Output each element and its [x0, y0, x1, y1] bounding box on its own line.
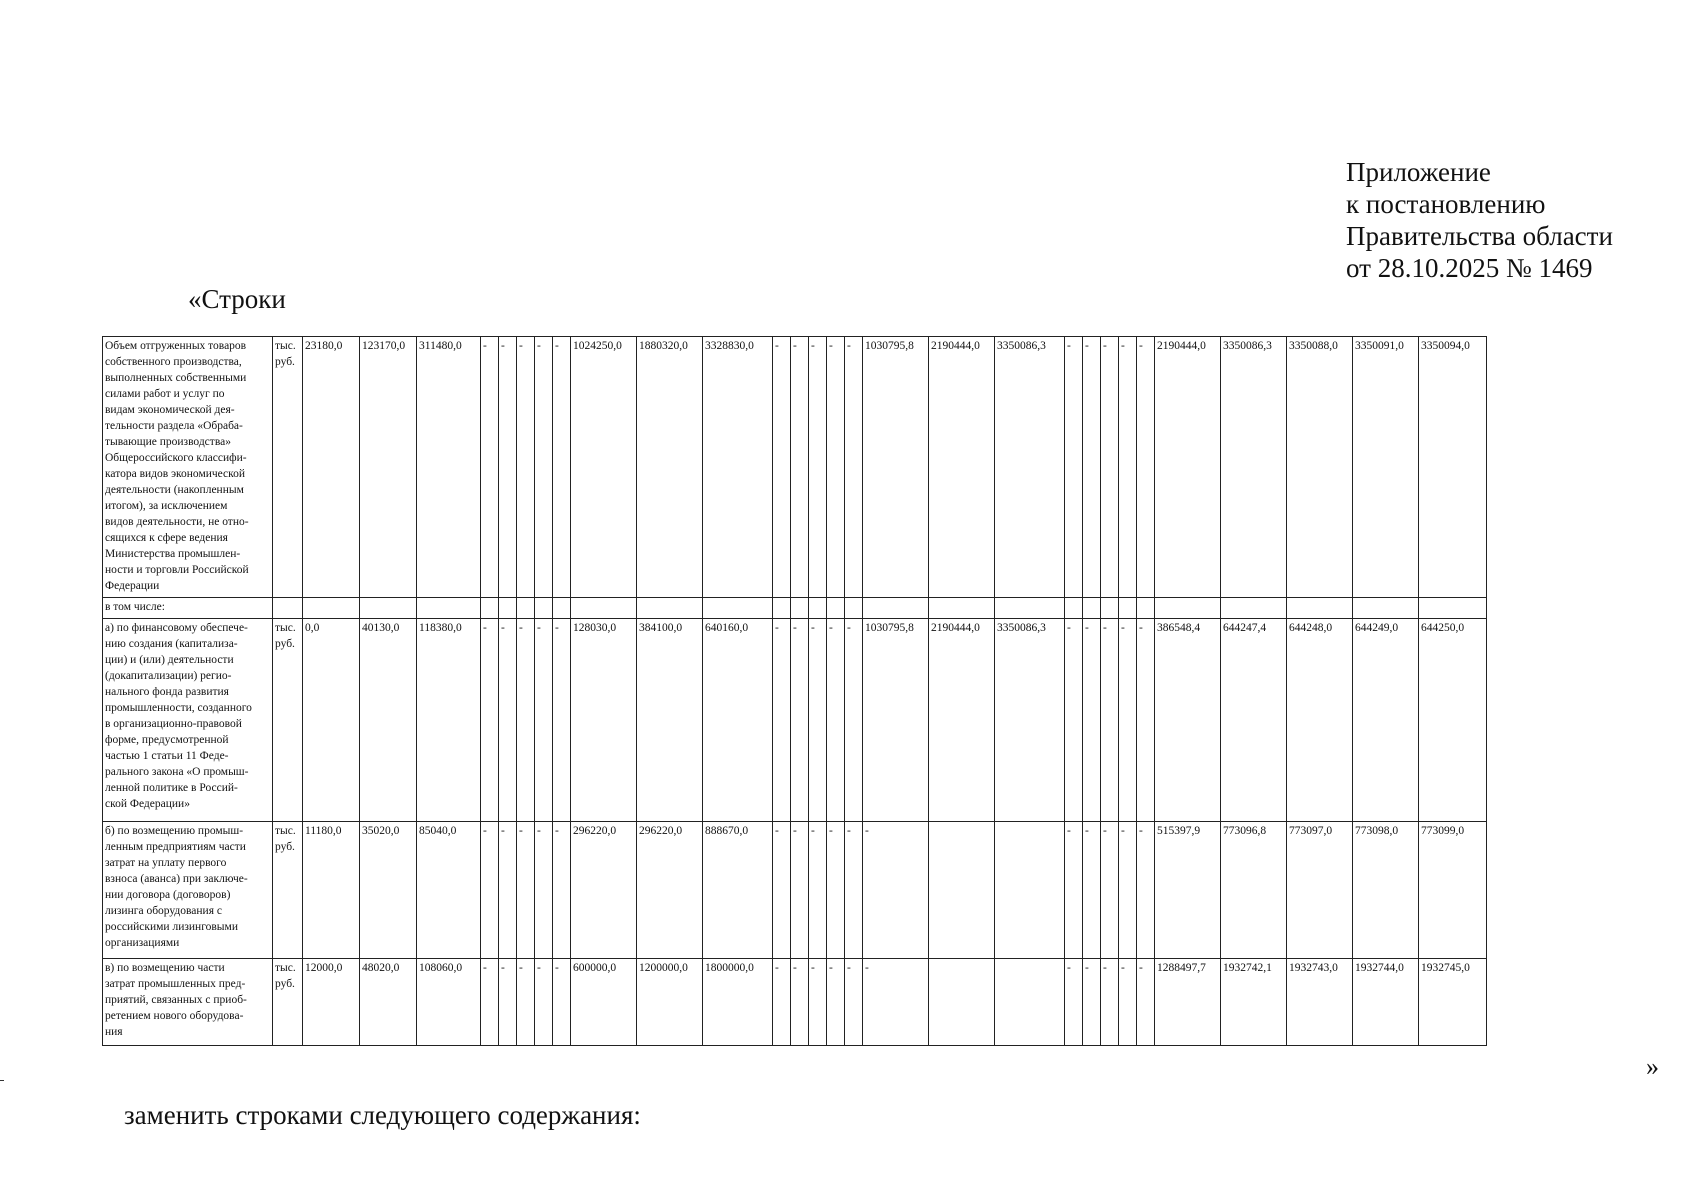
value-cell: - [845, 619, 863, 822]
value-cell: 1932744,0 [1353, 959, 1419, 1046]
value-cell: 108060,0 [417, 959, 481, 1046]
appendix-header [1346, 156, 1613, 284]
value-cell: - [1083, 337, 1101, 598]
value-cell: 773097,0 [1287, 822, 1353, 959]
value-cell [535, 598, 553, 619]
value-cell: - [1137, 619, 1155, 822]
intro-text: «Строки [188, 284, 286, 314]
value-cell: - [1137, 959, 1155, 1046]
value-cell: - [809, 337, 827, 598]
value-cell [481, 598, 499, 619]
value-cell: 1880320,0 [637, 337, 703, 598]
value-cell: - [827, 619, 845, 822]
value-cell [703, 598, 773, 619]
value-cell [845, 598, 863, 619]
value-cell: - [481, 337, 499, 598]
value-cell: 773099,0 [1419, 822, 1487, 959]
value-cell: 85040,0 [417, 822, 481, 959]
value-cell [517, 598, 535, 619]
value-cell [417, 598, 481, 619]
data-table-wrapper [102, 336, 1487, 1046]
value-cell: 644250,0 [1419, 619, 1487, 822]
value-cell [637, 598, 703, 619]
value-cell: - [773, 959, 791, 1046]
value-cell [995, 598, 1065, 619]
value-cell: - [791, 619, 809, 822]
value-cell [1353, 598, 1419, 619]
value-cell: 1800000,0 [703, 959, 773, 1046]
row-name-cell: в) по возмещению части затрат промышленных пред- приятий, связанных с приоб- ретением нового оборудова- ния [103, 959, 273, 1046]
value-cell: - [1083, 822, 1101, 959]
row-unit-cell: тыс. руб. [273, 959, 303, 1046]
value-cell [929, 598, 995, 619]
value-cell [827, 598, 845, 619]
value-cell [809, 598, 827, 619]
value-cell: 2190444,0 [929, 619, 995, 822]
value-cell: 48020,0 [360, 959, 417, 1046]
value-cell: 23180,0 [303, 337, 360, 598]
value-cell: 3350086,3 [995, 337, 1065, 598]
value-cell: - [863, 959, 929, 1046]
value-cell: - [499, 337, 517, 598]
table-row [103, 337, 1487, 598]
value-cell: - [553, 822, 571, 959]
value-cell [863, 598, 929, 619]
value-cell: - [1101, 337, 1119, 598]
value-cell: - [1065, 822, 1083, 959]
value-cell: - [1101, 822, 1119, 959]
value-cell [303, 598, 360, 619]
value-cell [1155, 598, 1221, 619]
value-cell: - [827, 337, 845, 598]
value-cell: 12000,0 [303, 959, 360, 1046]
value-cell: - [845, 337, 863, 598]
value-cell [571, 598, 637, 619]
value-cell: 35020,0 [360, 822, 417, 959]
value-cell [1083, 598, 1101, 619]
close-quote: » [1646, 1052, 1659, 1081]
value-cell: - [1119, 959, 1137, 1046]
value-cell [360, 598, 417, 619]
value-cell: - [1137, 822, 1155, 959]
value-cell: - [845, 959, 863, 1046]
value-cell: - [827, 822, 845, 959]
value-cell: 118380,0 [417, 619, 481, 822]
value-cell: - [535, 337, 553, 598]
value-cell: - [553, 619, 571, 822]
row-unit-cell [273, 598, 303, 619]
value-cell: 3350094,0 [1419, 337, 1487, 598]
value-cell [1137, 598, 1155, 619]
value-cell: - [553, 337, 571, 598]
appendix-line-4: от 28.10.2025 № 1469 [1346, 253, 1593, 283]
row-unit-cell: тыс. руб. [273, 619, 303, 822]
value-cell: - [1065, 337, 1083, 598]
value-cell [1419, 598, 1487, 619]
appendix-line-1: Приложение [1346, 157, 1491, 187]
value-cell: 1200000,0 [637, 959, 703, 1046]
value-cell: - [1083, 619, 1101, 822]
value-cell: 515397,9 [1155, 822, 1221, 959]
value-cell [995, 959, 1065, 1046]
value-cell [773, 598, 791, 619]
value-cell: 3350091,0 [1353, 337, 1419, 598]
value-cell: 1030795,8 [863, 337, 929, 598]
row-name-cell: а) по финансовому обеспече- нию создания (капитализа- ции) и (или) деятельности (докапитализации) регио- нального фонда развития промышленности, созданного в организационно-правовой форме, предусмотренной частью 1 статьи 11 Феде- рального закона «О промыш- ленной политике в Россий- ской Федерации» [103, 619, 273, 822]
value-cell: 888670,0 [703, 822, 773, 959]
value-cell: - [863, 822, 929, 959]
value-cell: 386548,4 [1155, 619, 1221, 822]
value-cell: 296220,0 [571, 822, 637, 959]
value-cell: - [517, 619, 535, 822]
value-cell: - [1101, 619, 1119, 822]
value-cell: 123170,0 [360, 337, 417, 598]
value-cell: - [773, 619, 791, 822]
value-cell: - [535, 619, 553, 822]
value-cell: - [1119, 337, 1137, 598]
value-cell: - [791, 822, 809, 959]
value-cell: - [1065, 619, 1083, 822]
value-cell: - [535, 822, 553, 959]
value-cell: 1288497,7 [1155, 959, 1221, 1046]
value-cell [1287, 598, 1353, 619]
value-cell: 1024250,0 [571, 337, 637, 598]
appendix-line-2: к постановлению [1346, 189, 1546, 219]
value-cell: 644247,4 [1221, 619, 1287, 822]
value-cell: - [1083, 959, 1101, 1046]
value-cell: 600000,0 [571, 959, 637, 1046]
value-cell [499, 598, 517, 619]
value-cell: - [1119, 619, 1137, 822]
value-cell [1119, 598, 1137, 619]
value-cell: - [1137, 337, 1155, 598]
value-cell: 640160,0 [703, 619, 773, 822]
value-cell: - [809, 822, 827, 959]
value-cell [929, 959, 995, 1046]
value-cell: 384100,0 [637, 619, 703, 822]
appendix-line-3: Правительства области [1346, 221, 1613, 251]
value-cell: 3350086,3 [995, 619, 1065, 822]
value-cell [995, 822, 1065, 959]
margin-mark [0, 1080, 4, 1081]
value-cell: - [809, 619, 827, 822]
value-cell: - [791, 959, 809, 1046]
table-row [103, 598, 1487, 619]
value-cell: - [517, 337, 535, 598]
value-cell: - [773, 822, 791, 959]
value-cell: - [791, 337, 809, 598]
row-unit-cell: тыс. руб. [273, 822, 303, 959]
value-cell: 1932745,0 [1419, 959, 1487, 1046]
value-cell: - [499, 619, 517, 822]
row-name-cell: в том числе: [103, 598, 273, 619]
value-cell: - [773, 337, 791, 598]
table-row [103, 619, 1487, 822]
value-cell: 311480,0 [417, 337, 481, 598]
value-cell: - [517, 959, 535, 1046]
value-cell: - [499, 822, 517, 959]
value-cell: - [499, 959, 517, 1046]
value-cell: 128030,0 [571, 619, 637, 822]
value-cell [791, 598, 809, 619]
replace-text: заменить строками следующего содержания: [124, 1100, 641, 1130]
value-cell: - [1119, 822, 1137, 959]
value-cell [1221, 598, 1287, 619]
value-cell: - [809, 959, 827, 1046]
value-cell: - [481, 619, 499, 822]
row-name-cell: б) по возмещению промыш- ленным предприятиям части затрат на уплату первого взноса (аванса) при заключе- нии договора (договоров) лизинга оборудования с российскими лизинговыми организациями [103, 822, 273, 959]
value-cell: 1030795,8 [863, 619, 929, 822]
value-cell: 2190444,0 [929, 337, 995, 598]
value-cell [553, 598, 571, 619]
data-table [102, 336, 1487, 1046]
row-name-cell: Объем отгруженных товаров собственного производства, выполненных собственными силами работ и услуг по видам экономической дея- тельности раздела «Обраба- тывающие производства» Общероссийского классифи- катора видов экономической деятельности (накопленным итогом), за исключением видов деятельности, не отно- сящихся к сфере ведения Министерства промышлен- ности и торговли Российской Федерации [103, 337, 273, 598]
value-cell: - [1101, 959, 1119, 1046]
value-cell: - [481, 822, 499, 959]
value-cell: 2190444,0 [1155, 337, 1221, 598]
value-cell: 296220,0 [637, 822, 703, 959]
value-cell: - [535, 959, 553, 1046]
value-cell: - [1065, 959, 1083, 1046]
value-cell [1065, 598, 1083, 619]
value-cell: 644248,0 [1287, 619, 1353, 822]
value-cell: 40130,0 [360, 619, 417, 822]
row-unit-cell: тыс. руб. [273, 337, 303, 598]
value-cell: - [517, 822, 535, 959]
value-cell: 644249,0 [1353, 619, 1419, 822]
value-cell: 1932743,0 [1287, 959, 1353, 1046]
value-cell: 773098,0 [1353, 822, 1419, 959]
value-cell [1101, 598, 1119, 619]
value-cell: - [481, 959, 499, 1046]
value-cell: 3350088,0 [1287, 337, 1353, 598]
value-cell [929, 822, 995, 959]
value-cell: - [845, 822, 863, 959]
table-row [103, 959, 1487, 1046]
value-cell: - [827, 959, 845, 1046]
table-row [103, 822, 1487, 959]
value-cell: 3328830,0 [703, 337, 773, 598]
value-cell: 1932742,1 [1221, 959, 1287, 1046]
value-cell: 3350086,3 [1221, 337, 1287, 598]
value-cell: 773096,8 [1221, 822, 1287, 959]
value-cell: 11180,0 [303, 822, 360, 959]
value-cell: - [553, 959, 571, 1046]
value-cell: 0,0 [303, 619, 360, 822]
